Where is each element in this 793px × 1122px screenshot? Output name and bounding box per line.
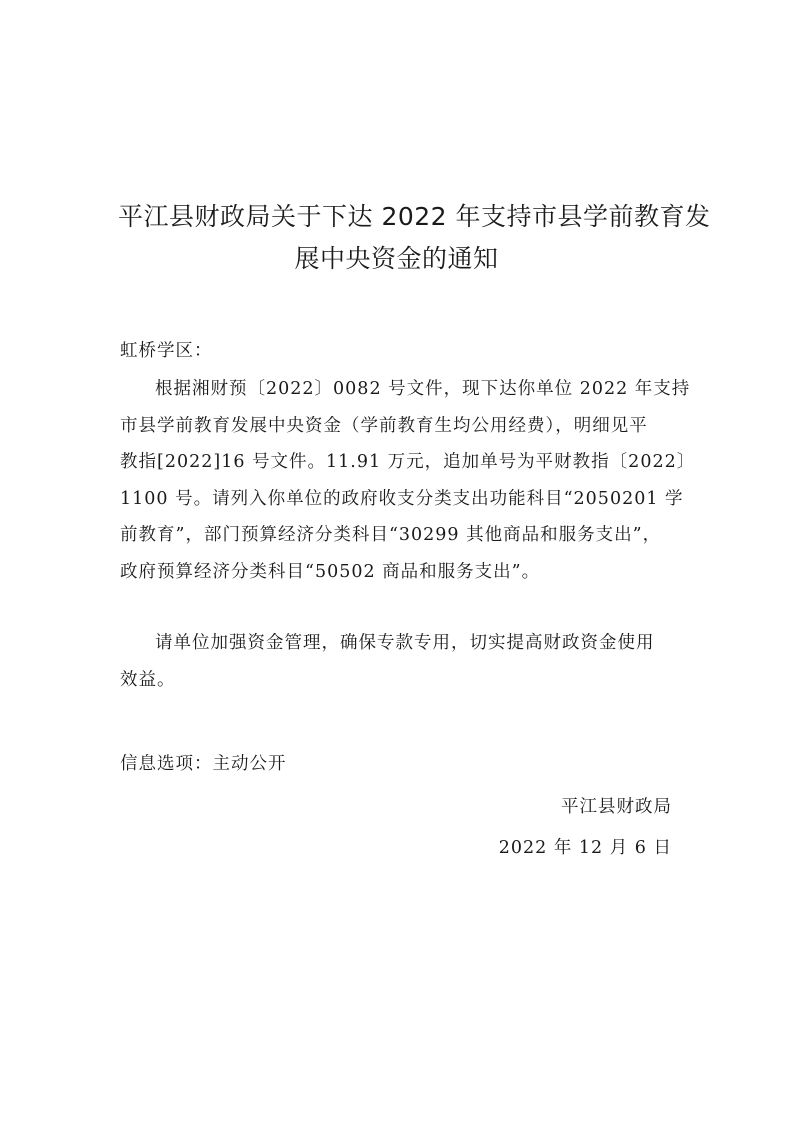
paragraph-line: 前教育”，部门预算经济分类科目“30299 其他商品和服务支出”， xyxy=(120,525,662,545)
issue-date: 2022 年 12 月 6 日 xyxy=(498,838,672,858)
paragraph-line: 请单位加强资金管理，确保专款专用，切实提高财政资金使用 xyxy=(155,633,655,653)
paragraph-line: 根据湘财预〔2022〕0082 号文件，现下达你单位 2022 年支持 xyxy=(155,379,691,399)
title-line-1: 平江县财政局关于下达 2022 年支持市县学前教育发 xyxy=(118,202,711,231)
paragraph-line: 市县学前教育发展中央资金（学前教育生均公用经费），明细见平 xyxy=(120,415,648,436)
paragraph-management-requirement xyxy=(120,625,675,698)
issuer-name: 平江县财政局 xyxy=(561,797,672,817)
paragraph-line: 教指[2022]16 号文件。11.91 万元，追加单号为平财教指〔2022〕 xyxy=(120,452,696,472)
document-title xyxy=(118,196,711,280)
paragraph-line: 1100 号。请列入你单位的政府收支分类支出功能科目“2050201 学 xyxy=(120,488,684,509)
salutation: 虹桥学区： xyxy=(120,341,213,361)
title-line-2: 展中央资金的通知 xyxy=(294,244,499,273)
paragraph-line: 政府预算经济分类科目“50502 商品和服务支出”。 xyxy=(120,561,541,582)
paragraph-line: 效益。 xyxy=(120,669,176,690)
info-disclosure-option: 信息选项：主动公开 xyxy=(120,754,287,774)
paragraph-funding-details xyxy=(120,371,696,590)
